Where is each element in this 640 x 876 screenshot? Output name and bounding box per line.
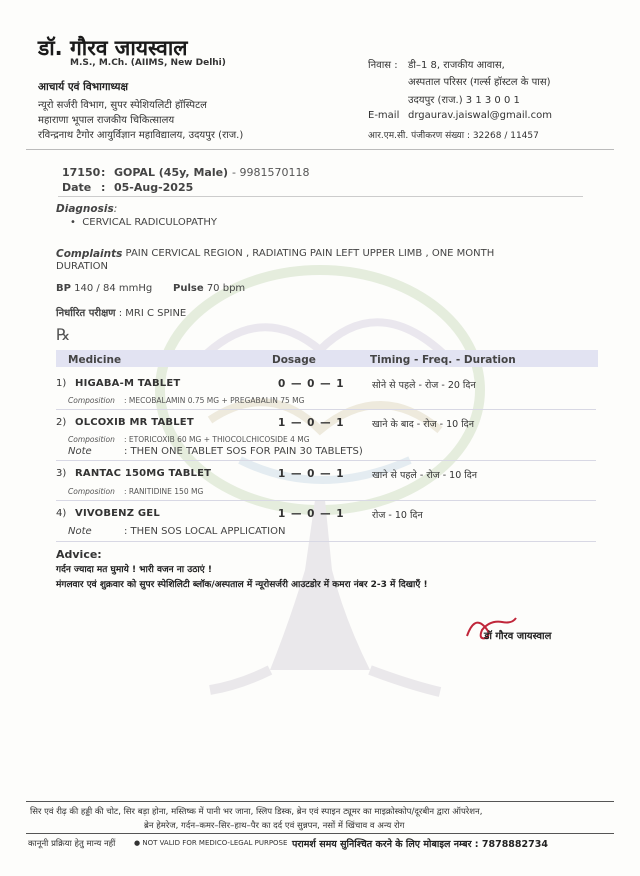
- footer-services-line-1: सिर एवं रीढ़ की हड्डी की चोट, सिर बड़ा होना, मस्तिष्क में पानी भर जाना, स्लिप डिस्क, ब्रेन एवं स्पाइन ट्यूमर का माइक्रोस्कोप/दूरबीन द्वारा ऑपरेशन,: [30, 807, 483, 817]
- medicine-number: 4): [56, 508, 67, 519]
- residence-label: निवास :: [368, 60, 398, 71]
- rx-icon: ℞: [56, 325, 71, 344]
- medicine-number: 1): [56, 378, 67, 389]
- residence-line-2: अस्पताल परिसर (गर्ल्स हॉस्टल के पास): [408, 77, 551, 88]
- residence-line-1: डी–1 8, राजकीय आवास,: [408, 60, 505, 71]
- legal-note-hindi: कानूनी प्रक्रिया हेतु मान्य नहीं: [28, 839, 116, 849]
- diagnosis-item: • CERVICAL RADICULOPATHY: [70, 217, 217, 228]
- signature-name: डॉ गौरव जायस्वाल: [484, 631, 552, 642]
- patient-name-age: GOPAL (45y, Male): [114, 166, 229, 179]
- header-divider: [26, 149, 614, 150]
- patient-id: 17150: [62, 166, 101, 179]
- composition-label: Composition: [68, 487, 115, 496]
- date-label: Date: [62, 181, 92, 194]
- footer-divider: [26, 833, 614, 834]
- visit-date: 05-Aug-2025: [114, 181, 194, 194]
- col-medicine: Medicine: [68, 354, 122, 366]
- dept-line-2: महाराणा भूपाल राजकीय चिकित्सालय: [38, 115, 175, 126]
- email-label: E-mail: [368, 110, 400, 121]
- complaints-text-continued: DURATION: [56, 261, 109, 272]
- col-dosage: Dosage: [272, 354, 316, 366]
- medicine-dosage: 1 — 0 — 1: [278, 417, 345, 429]
- medicine-divider: [56, 409, 596, 410]
- doctor-degree: M.S., M.Ch. (AIIMS, New Delhi): [70, 58, 226, 68]
- advice-line-2: मंगलवार एवं शुक्रवार को सुपर स्पेशिलिटी ब्लॉक/अस्पताल में न्यूरोसर्जरी आउटडोर में कमरा नंबर 2-3 में दिखाएँ !: [56, 580, 428, 590]
- advice-title: Advice:: [56, 548, 102, 561]
- footer-divider: [26, 801, 614, 802]
- designation: आचार्य एवं विभागाध्यक्ष: [38, 81, 129, 93]
- pulse-value: 70 bpm: [206, 283, 246, 294]
- medicine-table-header: [56, 350, 598, 367]
- medicine-name: VIVOBENZ GEL: [75, 508, 160, 519]
- medicine-divider: [56, 500, 596, 501]
- dept-line-1: न्यूरो सर्जरी विभाग, सुपर स्पेशियलिटी हॉस्पिटल: [38, 100, 207, 111]
- investigation-label: निर्धारित परीक्षण: [56, 308, 116, 319]
- note-value: : THEN SOS LOCAL APPLICATION: [124, 526, 286, 537]
- diagnosis-label: Diagnosis: [56, 203, 114, 215]
- medicine-divider: [56, 541, 596, 542]
- investigation-value: : MRI C SPINE: [118, 308, 187, 319]
- medicine-number: 3): [56, 468, 67, 479]
- registration-number: आर.एम.सी. पंजीकरण संख्या : 32268 / 11457: [368, 131, 539, 141]
- medicine-timing: रोज - 10 दिन: [372, 510, 423, 521]
- col-timing: Timing - Freq. - Duration: [370, 354, 516, 366]
- composition-value: : ETORICOXIB 60 MG + THIOCOLCHICOSIDE 4 MG: [124, 435, 310, 444]
- composition-value: : RANITIDINE 150 MG: [124, 487, 204, 496]
- note-value: : THEN ONE TABLET SOS FOR PAIN 30 TABLETS): [124, 446, 363, 457]
- footer-services-line-2: ब्रेन हेमरेज, गर्दन–कमर–सिर–हाथ–पैर का दर्द एवं सुन्नपन, नसों में खिंचाव व अन्य रोग: [144, 821, 405, 831]
- legal-note-english: ● NOT VALID FOR MEDICO-LEGAL PURPOSE: [134, 839, 288, 847]
- diagnosis-text: CERVICAL RADICULOPATHY: [82, 217, 217, 228]
- medicine-number: 2): [56, 417, 67, 428]
- medicine-timing: खाने के बाद - रोज - 10 दिन: [372, 419, 474, 430]
- medicine-dosage: 0 — 0 — 1: [278, 378, 345, 390]
- patient-separator: :: [101, 166, 106, 179]
- medicine-dosage: 1 — 0 — 1: [278, 508, 345, 520]
- medicine-timing: सोने से पहले - रोज - 20 दिन: [372, 380, 476, 391]
- composition-value: : MECOBALAMIN 0.75 MG + PREGABALIN 75 MG: [124, 396, 305, 405]
- medicine-name: OLCOXIB MR TABLET: [75, 417, 194, 428]
- residence-line-3: उदयपुर (राज.) 3 1 3 0 0 1: [408, 95, 520, 106]
- bp-label: BP: [56, 283, 71, 294]
- medicine-timing: खाने से पहले - रोज - 10 दिन: [372, 470, 478, 481]
- composition-label: Composition: [68, 396, 115, 405]
- bp-value: 140 / 84 mmHg: [74, 283, 153, 294]
- date-separator: :: [101, 181, 106, 194]
- note-label: Note: [68, 526, 92, 537]
- pulse-label: Pulse: [173, 283, 204, 294]
- medicine-divider: [56, 460, 596, 461]
- medicine-name: HIGABA-M TABLET: [75, 378, 181, 389]
- composition-label: Composition: [68, 435, 115, 444]
- patient-phone: - 9981570118: [232, 166, 310, 179]
- appointment-contact: परामर्श समय सुनिश्चित करने के लिए मोबाइल नम्बर : 7878882734: [292, 839, 548, 850]
- complaints-text: : PAIN CERVICAL REGION , RADIATING PAIN LEFT UPPER LIMB , ONE MONTH: [119, 248, 495, 259]
- medicine-dosage: 1 — 0 — 1: [278, 468, 345, 480]
- medicine-name: RANTAC 150MG TABLET: [75, 468, 212, 479]
- complaints-label: Complaints: [56, 248, 123, 260]
- patient-divider: [58, 196, 583, 197]
- doctor-name: डॉ. गौरव जायस्वाल: [38, 36, 188, 60]
- dept-line-3: रविन्द्रनाथ टैगोर आयुर्विज्ञान महाविद्यालय, उदयपुर (राज.): [38, 130, 244, 141]
- email-address[interactable]: drgaurav.jaiswal@gmail.com: [408, 110, 552, 121]
- note-label: Note: [68, 446, 92, 457]
- advice-line-1: गर्दन ज्यादा मत घुमाये ! भारी वजन ना उठाएं !: [56, 565, 212, 575]
